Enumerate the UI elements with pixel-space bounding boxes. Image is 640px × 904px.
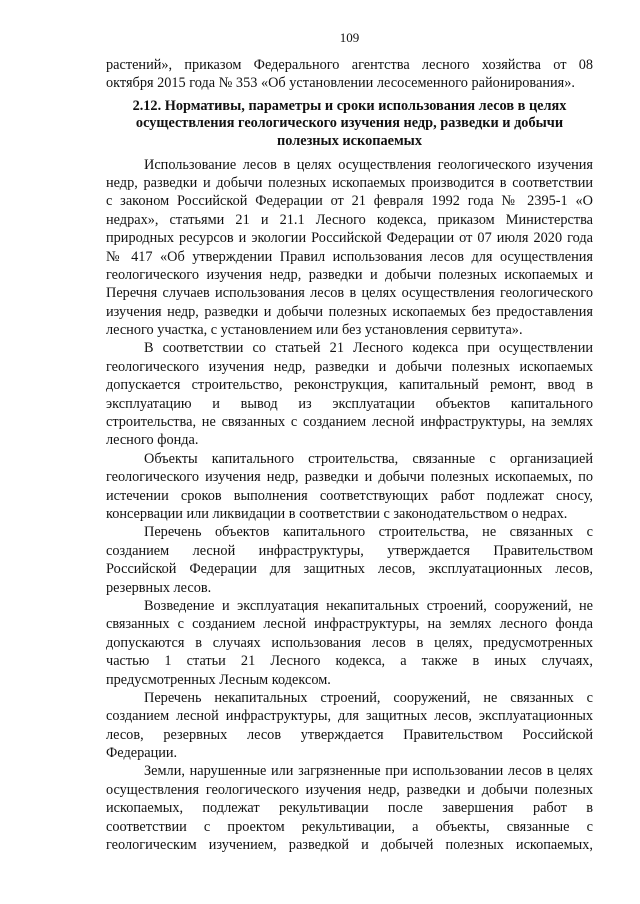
text-line: эксплуатацию и вывод из эксплуатации объектов капитального (106, 395, 593, 412)
text-line: геологическим изучением, разведкой и добычей полезных ископаемых, (106, 837, 593, 854)
text-line: Земли, нарушенные или загрязненные при использовании лесов в целях (144, 763, 593, 780)
paragraph (106, 762, 593, 854)
text-line: недр, разведки и добычи полезных ископаемых производится в соответствии (106, 174, 593, 191)
text-line: лесного участка, с установлением или без установления сервитута». (106, 322, 523, 339)
text-line: растений», приказом Федерального агентства лесного хозяйства от 08 (106, 57, 593, 73)
text-line: Перечень объектов капитального строительства, не связанных с (144, 524, 593, 541)
text-line: частью 1 статьи 21 Лесного кодекса, а также в иных случаях, (106, 653, 593, 670)
text-line: истечении сроков выполнения соответствующих работ подлежат сносу, (106, 487, 593, 504)
text-line: геологического изучения недр, разведки и добычи полезных ископаемых, по (106, 469, 593, 486)
section-heading (106, 98, 593, 151)
text-line: соответствии с проектом рекультивации, а объекты, связанные с (106, 818, 593, 835)
text-line: с законом Российской Федерации от 21 февраля 1992 года № 2395-1 «О (106, 193, 593, 210)
paragraph (106, 523, 593, 597)
body-text (106, 156, 593, 855)
paragraph (106, 689, 593, 763)
paragraph (106, 339, 593, 449)
heading-line: осуществления геологического изучения недр, разведки и добычи (135, 115, 564, 132)
text-line: изучения недр, разведки и добычи полезных ископаемых без предоставления (106, 303, 593, 320)
text-line: Перечень некапитальных строений, сооружений, не связанных с (144, 689, 593, 706)
text-line: допускается строительство, реконструкция, капитальный ремонт, ввод в (106, 377, 593, 394)
text-line: лесов, резервных лесов утверждается Правительством Российской (106, 726, 593, 743)
text-line: ископаемых, подлежат рекультивации после завершения работ в (106, 800, 593, 817)
text-line: консервации или ликвидации в соответствии с законодательством о недрах. (106, 505, 568, 522)
text-line: В соответствии со статьей 21 Лесного кодекса при осуществлении (144, 340, 593, 357)
paragraph (106, 450, 593, 524)
text-line: строительства, не связанных с созданием лесной инфраструктуры, на землях (106, 414, 593, 431)
text-line: созданием лесной инфраструктуры, для защитных лесов, эксплуатационных (106, 708, 593, 725)
heading-line: полезных ископаемых (277, 132, 422, 149)
text-line: № 417 «Об утверждении Правил использования лесов для осуществления (106, 248, 593, 265)
text-line: октября 2015 года № 353 «Об установлении лесосеменного районирования». (106, 75, 575, 92)
text-line: допускаются в случаях использования лесов в целях, предусмотренных (106, 634, 593, 651)
text-line: созданием лесной инфраструктуры, утверждается Правительством (106, 542, 593, 559)
text-line: Использование лесов в целях осуществления геологического изучения (144, 156, 593, 173)
paragraph (106, 597, 593, 689)
page-number: 109 (339, 30, 360, 45)
text-line: Возведение и эксплуатация некапитальных строений, сооружений, не (144, 597, 593, 614)
heading-line: 2.12. Нормативы, параметры и сроки использования лесов в целях (132, 97, 567, 114)
text-line: Российской Федерации для защитных лесов, эксплуатационных лесов, (106, 561, 593, 578)
text-line: Объекты капитального строительства, связанные с организацией (144, 450, 593, 467)
text-line: предусмотренных Лесным кодексом. (106, 671, 331, 688)
text-line: связанных с созданием лесной инфраструктуры, на землях лесного фонда (106, 616, 593, 633)
text-line: недрах», статьями 21 и 21.1 Лесного кодекса, приказом Министерства (106, 211, 593, 228)
text-line: геологического изучения недр, разведки и добычи полезных ископаемых и (106, 266, 593, 283)
intro-text (106, 56, 593, 93)
text-line: осуществления геологического изучения недр, разведки и добычи полезных (106, 781, 593, 798)
text-line: геологического изучения недр, разведки и добычи полезных ископаемых (106, 358, 593, 375)
text-line: лесного фонда. (106, 432, 199, 449)
text-line: Федерации. (106, 745, 178, 762)
text-line: резервных лесов. (106, 579, 212, 596)
text-line: Перечня случаев использования лесов в целях осуществления геологического (106, 285, 593, 302)
text-line: природных ресурсов и экологии Российской Федерации от 07 июля 2020 года (106, 230, 593, 247)
paragraph (106, 156, 593, 340)
